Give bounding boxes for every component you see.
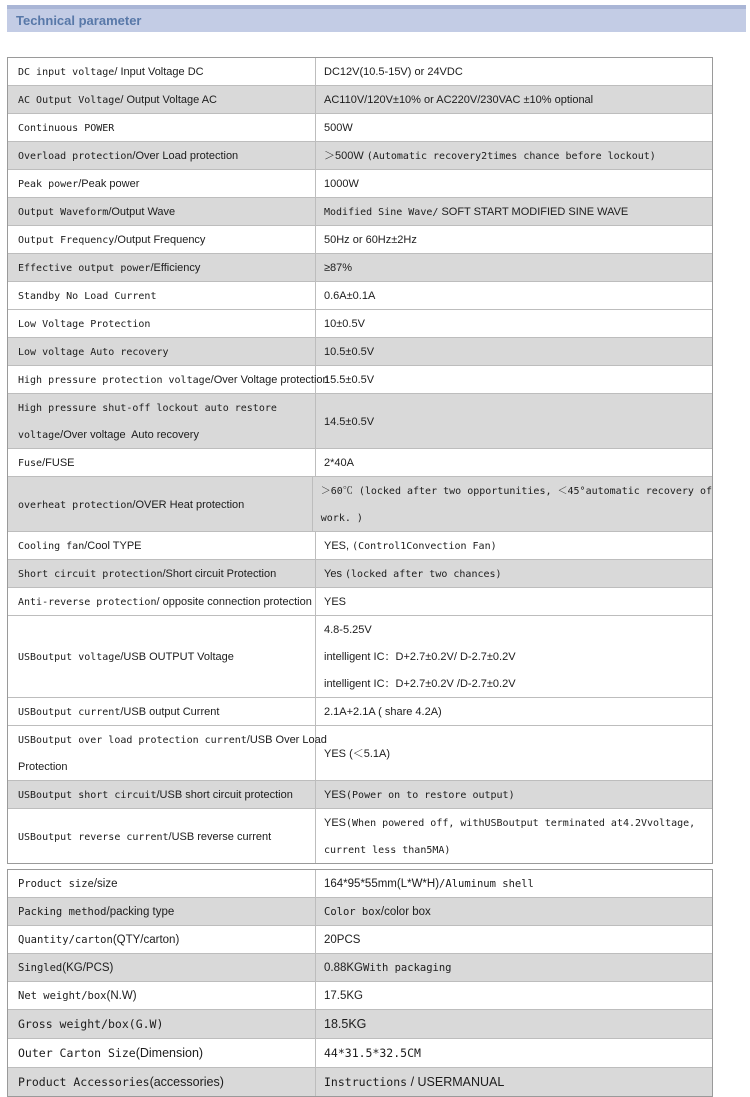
table-row [8,870,712,898]
parameter-value-cell: ＞500W (Automatic recovery2times chance before lockout) [324,150,656,162]
parameter-name-cell: Short circuit protection/Short circuit Protection [8,560,316,587]
table-row [8,560,712,588]
parameter-value-cell: 10.5±0.5V [324,346,375,358]
parameter-name-cell: Product size/size [8,870,316,897]
parameter-value-cell: 2.1A+2.1A ( share 4.2A) [324,706,442,718]
parameter-value-cell: Yes (locked after two chances) [324,568,502,580]
parameter-value-cell: YES(Power on to restore output) [324,789,515,801]
parameter-name-cell: Peak power/Peak power [8,170,316,197]
table-row [8,616,712,698]
section-title: Technical parameter [16,13,142,28]
parameter-value-cell: 0.6A±0.1A [324,290,376,302]
technical-parameters-table [7,57,713,864]
parameter-value-cell: 164*95*55mm(L*W*H)/Aluminum shell [324,878,534,890]
parameter-name-cell: Anti-reverse protection/ opposite connection protection [8,588,316,615]
table-row [8,114,712,142]
parameter-value-cell: ≥87% [324,262,353,274]
parameter-name-cell: Gross weight/box(G.W) [8,1010,316,1038]
table-row [8,310,712,338]
table-row [8,898,712,926]
parameter-name-cell: Effective output power/Efficiency [8,254,316,281]
table-row [8,1068,712,1096]
parameter-value-cell: AC110V/120V±10% or AC220V/230VAC ±10% optional [324,94,594,106]
page [0,5,750,1097]
parameter-value-cell: 44*31.5*32.5CM [324,1046,421,1060]
table-row [8,698,712,726]
parameter-name-cell: Quantity/carton(QTY/carton) [8,926,316,953]
parameter-name-cell: USBoutput short circuit/USB short circuit protection [8,781,316,808]
table-row [8,226,712,254]
table-row [8,588,712,616]
parameter-value-cell: 20PCS [324,934,361,946]
parameter-name-cell: Low Voltage Protection [8,310,316,337]
parameter-value-cell: 4.8-5.25V intelligent IC：D+2.7±0.2V/ D-2.7±0.2V intelligent IC：D+2.7±0.2V /D-2.7±0.2V [324,624,516,690]
table-row [8,781,712,809]
parameter-value-cell: YES (＜5.1A) [324,747,391,760]
packaging-parameters-table [7,869,713,1097]
parameter-name-cell: Standby No Load Current [8,282,316,309]
table-row [8,1039,712,1068]
table-row [8,477,712,532]
parameter-value-cell: DC12V(10.5-15V) or 24VDC [324,66,463,78]
table-row [8,170,712,198]
parameter-name-cell: Cooling fan/Cool TYPE [8,532,316,559]
parameter-value-cell: 0.88KGWith packaging [324,962,452,974]
table-row [8,198,712,226]
parameter-name-cell: Output Waveform/Output Wave [8,198,316,225]
parameter-name-cell: Product Accessories(accessories) [8,1068,316,1096]
parameter-value-cell: 500W [324,122,353,134]
parameter-name-cell: USBoutput over load protection current/USB Over Load Protection [8,726,316,780]
parameter-value-cell: 10±0.5V [324,318,365,330]
parameter-name-cell: USBoutput reverse current/USB reverse current [8,809,316,863]
parameter-name-cell: Overload protection/Over Load protection [8,142,316,169]
section-header [7,5,746,32]
parameter-name-cell: Continuous POWER [8,114,316,141]
parameter-value-cell: 15.5±0.5V [324,374,375,386]
parameter-name-cell: DC input voltage/ Input Voltage DC [8,58,316,85]
table-row [8,954,712,982]
parameter-value-cell: YES, (Control1Convection Fan) [324,540,497,552]
table-row [8,449,712,477]
parameter-value-cell: 17.5KG [324,990,363,1002]
parameter-value-cell: 1000W [324,178,359,190]
parameter-name-cell: Net weight/box(N.W) [8,982,316,1009]
parameter-value-cell: 18.5KG [324,1017,367,1031]
table-row [8,366,712,394]
table-row [8,282,712,310]
parameter-name-cell: USBoutput voltage/USB OUTPUT Voltage [8,616,316,697]
table-row [8,338,712,366]
table-row [8,809,712,863]
table-row [8,394,712,449]
parameter-name-cell: USBoutput current/USB output Current [8,698,316,725]
parameter-name-cell: High pressure protection voltage/Over Voltage protection [8,366,316,393]
parameter-value-cell: Color box/color box [324,906,431,918]
table-row [8,254,712,282]
parameter-name-cell: AC Output Voltage/ Output Voltage AC [8,86,316,113]
parameter-value-cell: 50Hz or 60Hz±2Hz [324,234,417,246]
table-row [8,532,712,560]
table-row [8,86,712,114]
parameter-name-cell: Fuse/FUSE [8,449,316,476]
table-row [8,58,712,86]
parameter-value-cell: 2*40A [324,457,354,469]
parameter-name-cell: High pressure shut-off lockout auto restore voltage/Over voltage Auto recovery [8,394,316,448]
parameter-name-cell: overheat protection/OVER Heat protection [8,477,313,531]
parameter-name-cell: Outer Carton Size(Dimension) [8,1039,316,1067]
parameter-value-cell: YES(When powered off, withUSBoutput terminated at4.2Vvoltage, current less than5MA) [324,817,696,856]
parameter-value-cell: ＞60℃ (locked after two opportunities, ＜45°automatic recovery of work. ) [320,486,712,524]
parameter-name-cell: Packing method/packing type [8,898,316,925]
parameter-value-cell: 14.5±0.5V [324,415,375,428]
parameter-value-cell: Instructions / USERMANUAL [324,1075,505,1089]
table-row [8,926,712,954]
parameter-name-cell: Low voltage Auto recovery [8,338,316,365]
parameter-value-cell: Modified Sine Wave/ SOFT START MODIFIED SINE WAVE [324,206,629,218]
table-row [8,726,712,781]
table-row [8,142,712,170]
parameter-value-cell: YES [324,596,347,608]
table-row [8,982,712,1010]
parameter-name-cell: Output Frequency/Output Frequency [8,226,316,253]
parameter-name-cell: Singled(KG/PCS) [8,954,316,981]
